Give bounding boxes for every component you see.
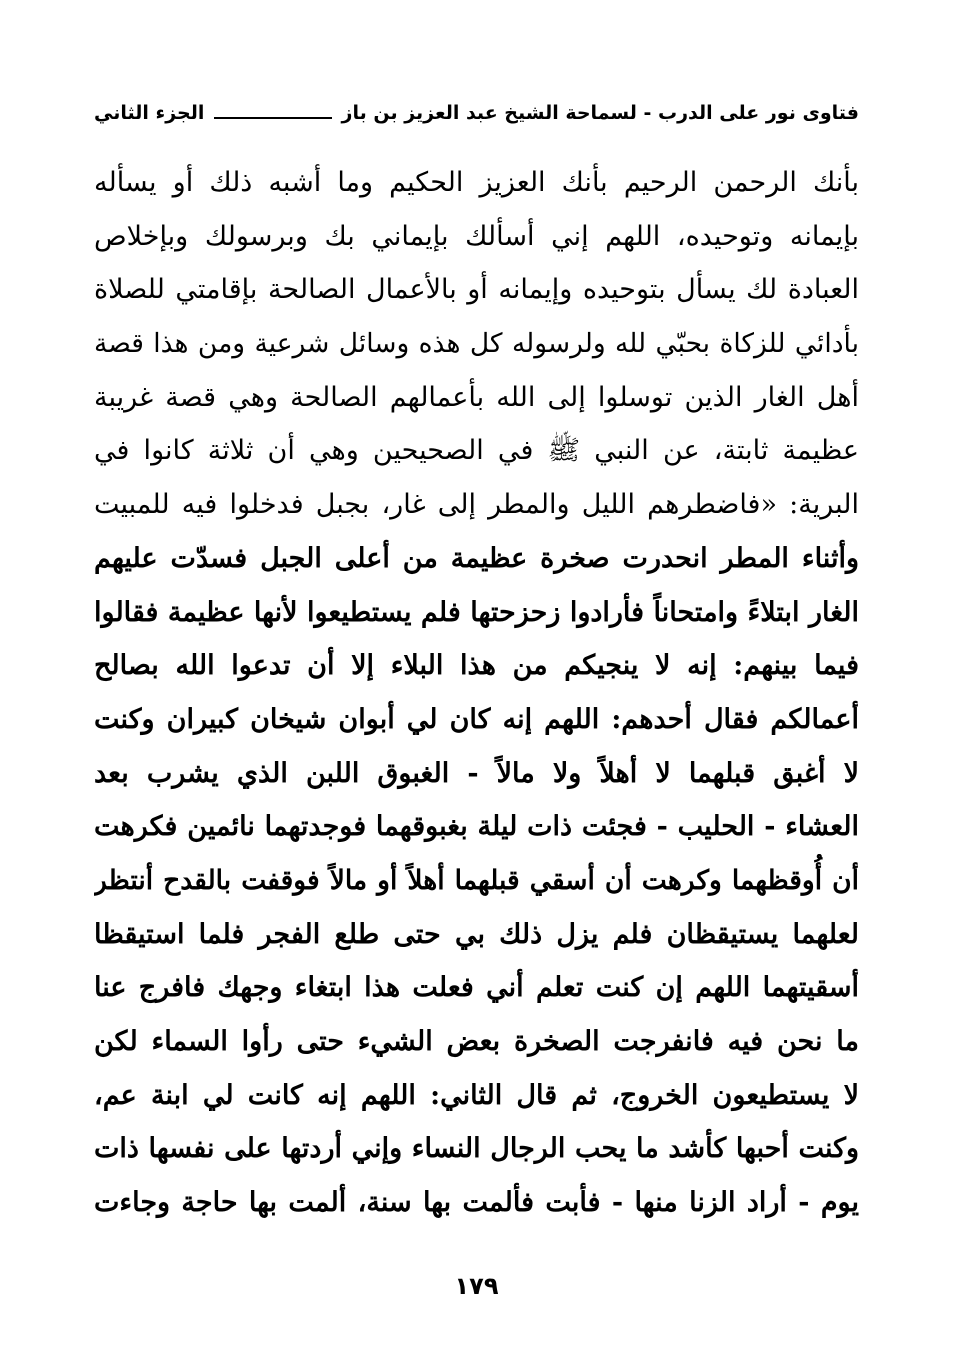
text-line: بأنك الرحمن الرحيم بأنك العزيز الحكيم وما أشبه ذلك أو يسأله xyxy=(94,167,859,198)
running-header xyxy=(94,96,859,130)
hadith-line: لا أغبق قبلهما لا أهلاً ولا مالاً - الغبوق اللبن الذي يشرب بعد xyxy=(94,757,859,789)
text-line: بأدائي للزكاة بحبّي لله ولرسوله كل هذه وسائل شرعية ومن هذا قصة xyxy=(94,328,859,360)
hadith-line: وكنت أحبها كأشد ما يحب الرجال النساء وإني أردتها على نفسها ذات xyxy=(94,1133,859,1165)
text-line: البرية: «فاضطرهم الليل والمطر إلى غار، بجبل فدخلوا فيه للمبيت xyxy=(94,489,859,521)
text-line: العبادة لك يسأل بتوحيده وإيمانه أو بالأعمال الصالحة بإقامتي للصلاة xyxy=(94,274,859,306)
hadith-line: ما نحن فيه فانفرجت الصخرة بعض الشيء حتى رأوا السماء لكن xyxy=(94,1026,859,1057)
hadith-line: وأثناء المطر انحدرت صخرة عظيمة من أعلى الجبل فسدّت عليهم xyxy=(94,542,859,574)
hadith-line: أن أُوقظهما وكرهت أن أسقي قبلهما أهلاً أو مالاً فوقفت بالقدح أنتظر xyxy=(94,864,859,896)
text-line: بإيمانه وتوحيده، اللهم إني أسألك بإيماني بك وبرسولك وبإخلاص xyxy=(94,220,859,252)
book-title: فتاوى نور على الدرب - لسماحة الشيخ عبد العزيز بن باز xyxy=(341,102,859,124)
hadith-line: العشاء - الحليب - فجئت ذات ليلة بغبوقهما فوجدتهما نائمين فكرهت xyxy=(94,811,859,843)
hadith-line: فيما بينهم: إنه لا ينجيكم من هذا البلاء إلا أن تدعوا الله بصالح xyxy=(94,650,859,682)
hadith-line: يوم - أراد الزنا منها - فأبت فألمت بها سنة، ألمت بها حاجة وجاءت xyxy=(94,1187,859,1219)
text-line: أهل الغار الذين توسلوا إلى الله بأعمالهم الصالحة وهي قصة غريبة xyxy=(94,381,859,413)
text-line: عظيمة ثابتة، عن النبي ﷺ في الصحيحين وهي أن ثلاثة كانوا في xyxy=(94,435,859,467)
hadith-line: لعلهما يستيقظان فلم يزل ذلك بي حتى طلع الفجر فلما استيقظا xyxy=(94,918,859,950)
body-text xyxy=(94,156,859,1230)
hadith-line: أسقيتهما اللهم إن كنت تعلم أني فعلت هذا ابتغاء وجهك فافرج عنا xyxy=(94,972,859,1004)
page-number: ١٧٩ xyxy=(454,1272,499,1300)
header-rule xyxy=(214,117,331,119)
hadith-line: لا يستطيعون الخروج، ثم قال الثاني: اللهم إنه كانت لي ابنة عم، xyxy=(94,1079,859,1111)
volume-label: الجزء الثاني xyxy=(94,102,205,124)
hadith-line: أعمالكم فقال أحدهم: اللهم إنه كان لي أبوان شيخان كبيران وكنت xyxy=(94,703,859,735)
hadith-line: الغار ابتلاءً وامتحاناً فأرادوا زحزحتها فلم يستطيعوا لأنها عظيمة فقالوا xyxy=(94,596,859,628)
